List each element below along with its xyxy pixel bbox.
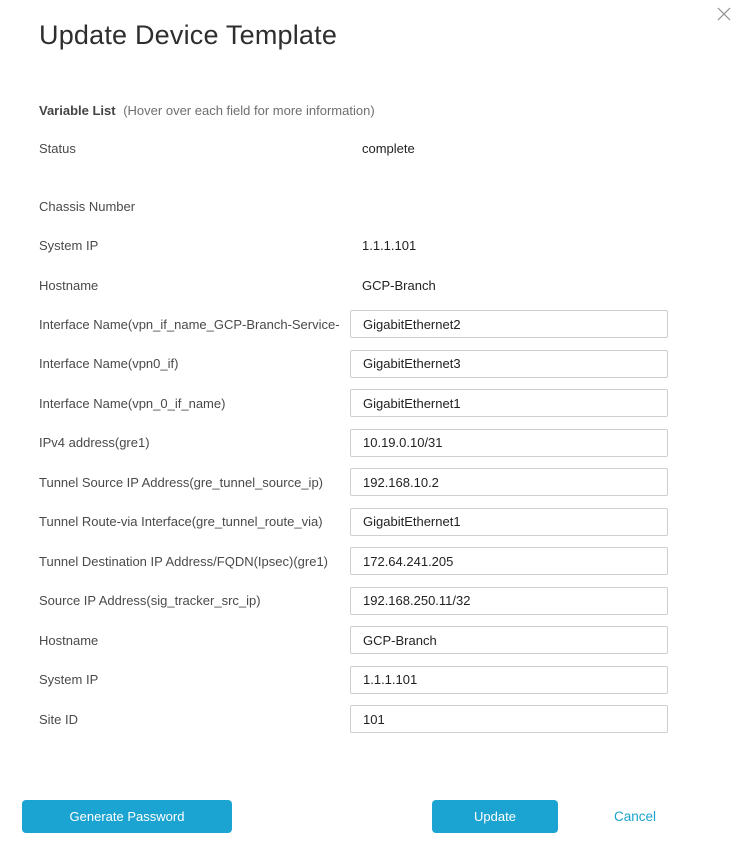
static-variable-rows <box>39 139 668 294</box>
system-ip-input[interactable] <box>350 666 668 694</box>
variable-list-hint: (Hover over each field for more information) <box>123 103 375 118</box>
row-status <box>39 139 668 157</box>
row-label: Source IP Address(sig_tracker_src_ip) <box>39 593 261 608</box>
system-ip-value: 1.1.1.101 <box>362 237 417 253</box>
row-interface-name-vpn0-if <box>39 350 668 378</box>
source-ip-address-input[interactable] <box>350 587 668 615</box>
row-chassis-number <box>39 197 668 215</box>
row-label: System IP <box>39 672 99 687</box>
row-label: Status <box>39 140 76 156</box>
row-interface-name-vpn-0-if-name <box>39 389 668 417</box>
interface-name-vpn-0-if-name-input[interactable] <box>350 389 668 417</box>
row-ipv4-address-gre1 <box>39 429 668 457</box>
row-label: Chassis Number <box>39 198 136 214</box>
cancel-button[interactable]: Cancel <box>614 809 657 824</box>
row-hostname-editable <box>39 626 668 654</box>
variable-list-header <box>39 103 375 118</box>
row-site-id <box>39 705 668 733</box>
row-hostname <box>39 276 668 294</box>
status-value: complete <box>362 140 415 156</box>
tunnel-destination-ip-input[interactable] <box>350 547 668 575</box>
row-label: System IP <box>39 237 99 253</box>
tunnel-source-ip-input[interactable] <box>350 468 668 496</box>
row-tunnel-source-ip <box>39 468 668 496</box>
variable-list-heading: Variable List <box>39 103 116 118</box>
hostname-input[interactable] <box>350 626 668 654</box>
site-id-input[interactable] <box>350 705 668 733</box>
dialog-footer <box>0 800 752 833</box>
row-label: Tunnel Route-via Interface(gre_tunnel_route_via) <box>39 514 323 529</box>
row-label: Interface Name(vpn_0_if_name) <box>39 395 226 411</box>
row-system-ip-editable <box>39 666 668 694</box>
row-interface-name-service <box>39 310 668 338</box>
row-label: Interface Name(vpn0_if) <box>39 356 179 371</box>
row-label: Hostname <box>39 632 99 648</box>
row-label: Tunnel Source IP Address(gre_tunnel_source_ip) <box>39 474 324 490</box>
editable-variable-rows <box>39 310 668 745</box>
interface-name-service-vpn-input[interactable] <box>350 310 668 338</box>
row-system-ip <box>39 236 668 254</box>
hostname-value: GCP-Branch <box>362 277 436 293</box>
row-tunnel-destination-ip <box>39 547 668 575</box>
interface-name-vpn0-if-input[interactable] <box>350 350 668 378</box>
row-source-ip-address <box>39 587 668 615</box>
row-label: Site ID <box>39 711 79 727</box>
ipv4-address-gre1-input[interactable] <box>350 429 668 457</box>
close-icon-glyph <box>715 5 733 23</box>
row-label: Hostname <box>39 277 99 293</box>
tunnel-route-via-interface-input[interactable] <box>350 508 668 536</box>
row-tunnel-route-via-interface <box>39 508 668 536</box>
close-icon[interactable] <box>715 5 733 23</box>
generate-password-button[interactable]: Generate Password <box>22 800 232 833</box>
page-title: Update Device Template <box>39 20 338 50</box>
row-label: IPv4 address(gre1) <box>39 435 150 450</box>
update-button[interactable]: Update <box>432 800 558 833</box>
row-label: Interface Name(vpn_if_name_GCP-Branch-Service- <box>39 316 340 332</box>
row-label: Tunnel Destination IP Address/FQDN(Ipsec)(gre1) <box>39 553 329 569</box>
